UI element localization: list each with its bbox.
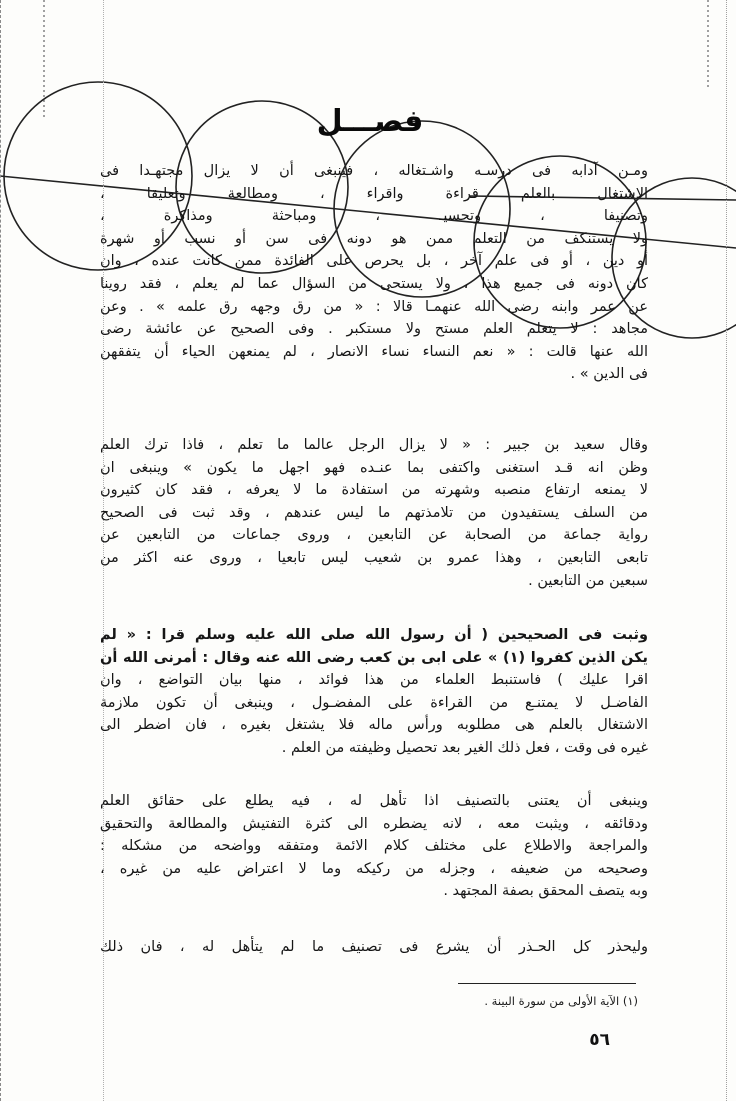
text-line: سبعين من التابعين . [528, 572, 648, 589]
text-line: الاشتغال بالعلم قراءة واقراء ، ومطالعة وتعليقا ، [100, 185, 648, 202]
scan-margin-line [726, 0, 727, 1101]
text-line: مجاهد : لا يتعلم العلم مستح ولا مستكبر . وفى الصحيح عن عائشة رضى [100, 321, 648, 338]
text-line: وظن انه قـد استغنى واكتفى بما عنـده فهو اجهل ما يكون » وينبغى ان [100, 459, 648, 476]
scan-left-edge [0, 0, 11, 1101]
page-number: ٥٦ [589, 1030, 610, 1050]
text-line: وثبت فى الصحيحين ( أن رسول الله صلى الله عليه وسلم قرا : « لم [100, 627, 648, 643]
text-line: الاشتغال بالعلم هى مطلوبه ورأس ماله فلا يشتغل بغيره ، فان اضطر الى [100, 717, 648, 734]
text-line: ودقائقه ، ويثبت معه ، لانه يضطره الى كثرة التفتيش والمطالعة والتحقيق [100, 815, 648, 832]
text-line: وتصنيفا ، وتحسيـ ، ومباحثة ومذاكرة ، [100, 208, 648, 225]
paragraph [100, 624, 648, 760]
text-line: وقال سعيد بن جبير : « لا يزال الرجل عالما ما تعلم ، فاذا ترك العلم [100, 437, 648, 453]
text-line: لا يمنعه ارتفاع منصبه وشهرته من استفادة ما لا يعرفه ، فقد كان كثيرون [100, 482, 648, 499]
text-line: اقرا عليك ) فاستنبط العلماء من هذا فوائد ، منها بيان التواضع ، وان [100, 672, 648, 689]
text-line: الله عنها قالت : « نعم النساء نساء الانصار ، لم يمنعهن الحياء أن يتفقهن [100, 343, 648, 360]
text-line: يكن الذين كفروا (١) » على ابى بن كعب رضى الله عنه وقال : أمرنى الله أن [100, 649, 648, 666]
text-line: فى الدين » . [570, 366, 648, 383]
text-line: عن عمر وابنه رضى الله عنهمـا قالا : « من رق وجهه رق علمه » . وعن [100, 298, 648, 315]
footnote-separator [458, 983, 636, 984]
paragraph [100, 160, 648, 386]
text-line: وينبغى أن يعتنى بالتصنيف اذا تأهل له ، فيه يطلع على حقائق العلم [100, 793, 648, 809]
text-line: ولا يستنكف من التعلم ممن هو دونه فى سن أو نسب أو شهرة [100, 230, 648, 247]
text-line: الفاضـل لا يمتنـع من القراءة على المفضـول ، وينبغى أن تكون ملازمة [100, 694, 648, 711]
text-line: وصحيحه من ضعيفه ، وجزله من ركيكه وما لا اعتراض عليه من غيره ، [100, 860, 648, 877]
section-title: فصـــل [316, 104, 424, 139]
footnote: (١) الآية الأولى من سورة البينة . [484, 994, 638, 1008]
text-line: كان دونه فى جميع هذا ، ولا يستحى من السؤال عما لم يعلم ، فقد روينا [100, 275, 648, 292]
text-line: غيره فى وقت ، فعل ذلك الغير بعد تحصيل وظيفته من العلم . [281, 739, 648, 756]
text-line: ومـن آدابه فى درسـه واشـتغاله ، فينبغى أن لا يزال مجتهـدا فى [100, 163, 648, 179]
paragraph [100, 434, 648, 592]
text-line: والمراجعة والاطلاع على مختلف كلام الائمة ومتفقه وواضحه من مشكله : [100, 838, 648, 855]
paragraph [100, 936, 648, 959]
text-line: من السلف يستفيدون من تلامذتهم ما ليس عندهم ، وقد ثبت فى الصحيح [100, 504, 648, 521]
text-line: تابعى التابعين ، وهذا عمرو بن شعيب ليس تابعيا ، وروى عنه اكثر من [100, 549, 648, 566]
paragraph [100, 790, 648, 903]
text-line: أو دين ، أو فى علم آخر ، بل يحرص على الفائدة ممن كانت عنده ، وان [100, 253, 648, 270]
text-line: رواية جماعة من الصحابة عن التابعين ، وروى جماعات من التابعين عن [100, 527, 648, 544]
text-line: وليحذر كل الحـذر أن يشرع فى تصنيف ما لم يتأهل له ، فان ذلك [100, 939, 648, 955]
text-line: وبه يتصف المحقق بصفة المجتهد . [443, 883, 648, 900]
